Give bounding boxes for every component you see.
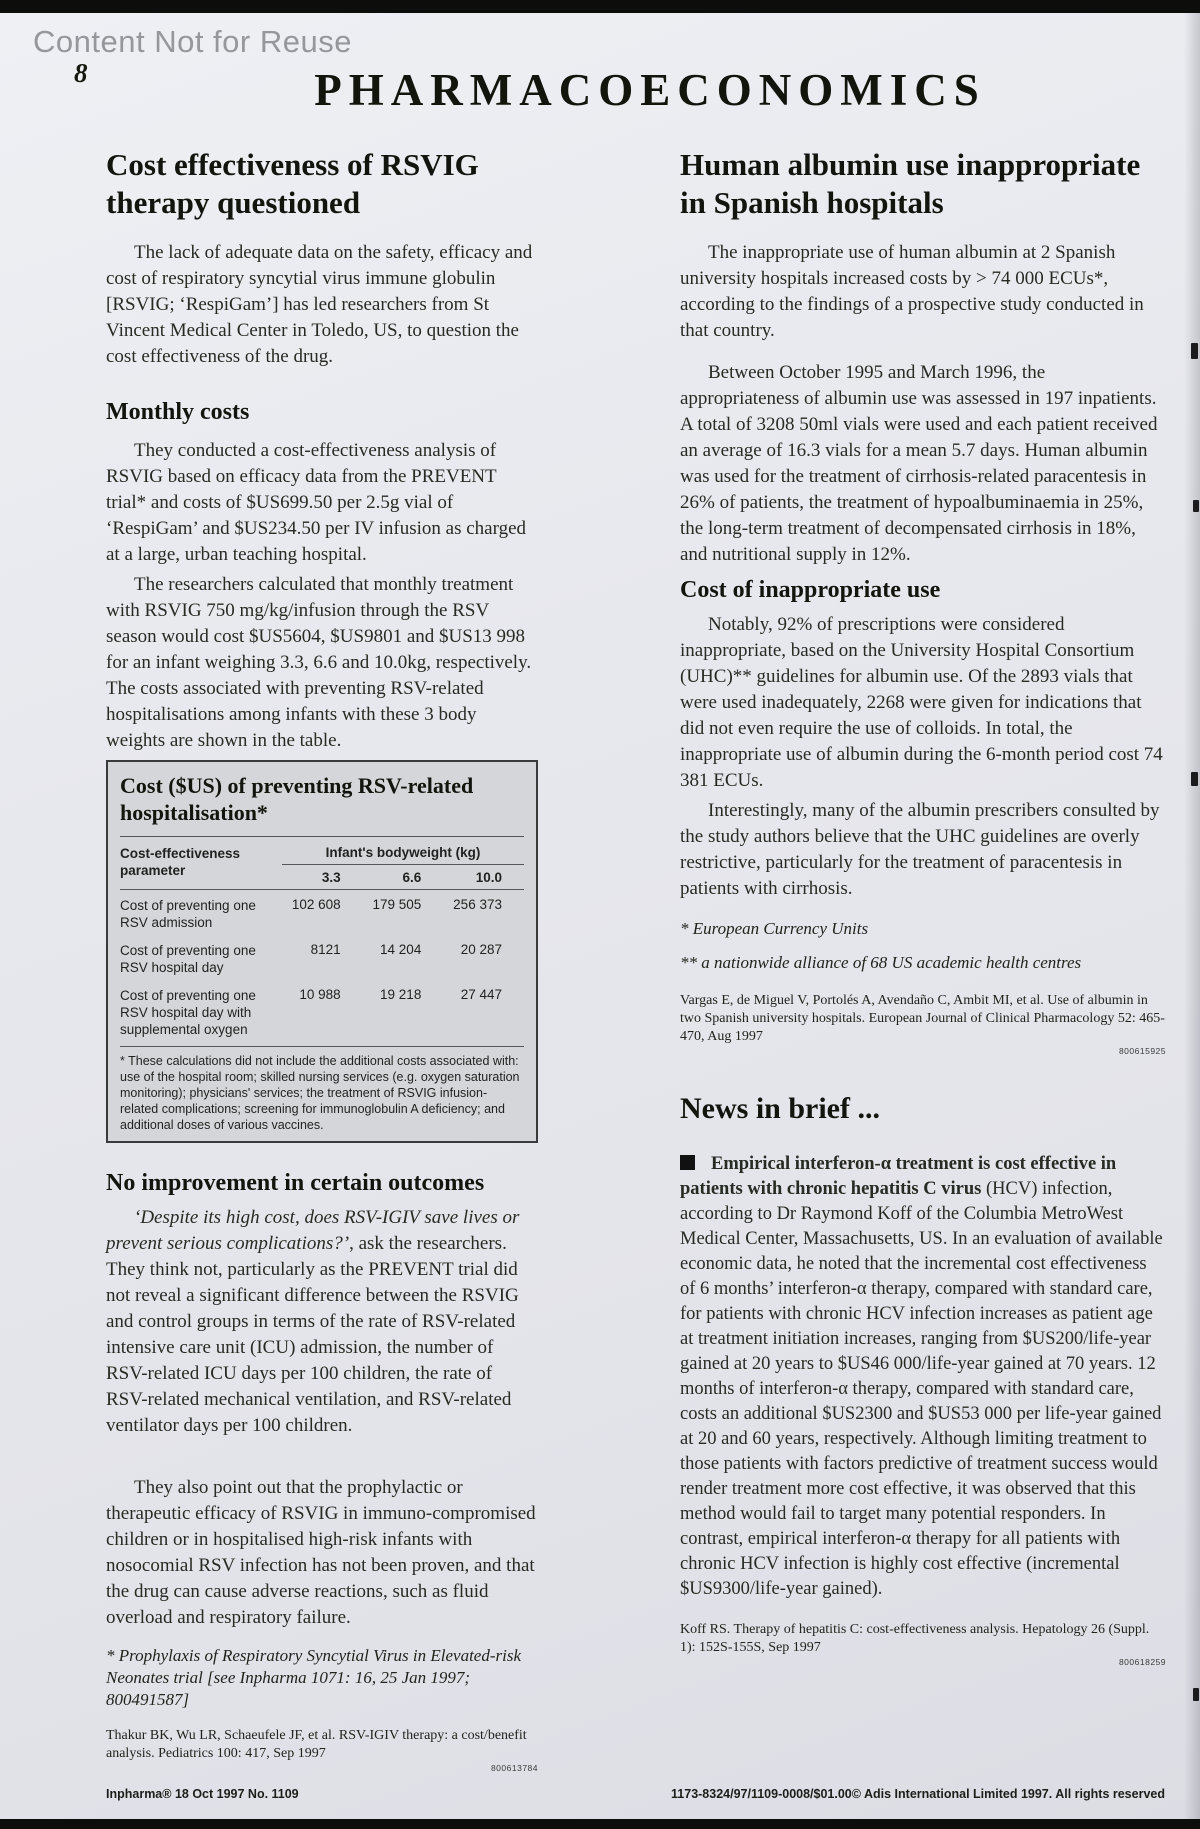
scan-top-bar xyxy=(0,0,1200,13)
reference-koff xyxy=(680,1621,1166,1667)
cell-value: 256 373 xyxy=(453,897,502,912)
cell-value: 179 505 xyxy=(372,897,422,912)
section-heading-no-improvement: No improvement in certain outcomes xyxy=(106,1170,485,1196)
cost-table xyxy=(106,760,538,1143)
footnote-uhc: ** a nationwide alliance of 68 US academic health centres xyxy=(680,953,1082,972)
section-heading-inappropriate-use: Cost of inappropriate use xyxy=(680,577,941,603)
cell-value: 20 287 xyxy=(460,942,502,957)
row-label: Cost of preventing one RSV hospital day with supplemental oxygen xyxy=(120,988,256,1037)
footnote-ecu: * European Currency Units xyxy=(680,919,869,938)
article-title-right-line2: in Spanish hospitals xyxy=(680,185,944,220)
reference-text: Koff RS. Therapy of hepatitis C: cost-effectiveness analysis. Hepatology 26 (Suppl. 1): 152S-155S, Sep 1997 xyxy=(680,1621,1150,1655)
footer-issue-info: Inpharma® 18 Oct 1997 No. 1109 xyxy=(106,1787,299,1801)
news-item-bold-lead: Empirical interferon-α treatment is cost effective in patients with chronic hepatitis C virus xyxy=(680,1154,1117,1199)
cell-value: 10 988 xyxy=(299,987,341,1002)
reference-text: Thakur BK, Wu LR, Schaeufele JF, et al. RSV-IGIV therapy: a cost/benefit analysis. Pediatrics 100: 417, Sep 1997 xyxy=(106,1728,527,1761)
right-column xyxy=(680,146,1166,1667)
col-header-10-0: 10.0 xyxy=(475,870,502,885)
cell-value: 14 204 xyxy=(380,942,422,957)
paragraph-they-also: They also point out that the prophylactic or therapeutic efficacy of RSVIG in immuno-compromised children or in hospitalised high-risk infants with nosocomial RSV infection has not been proven, and that the drug can cause adverse reactions, such as fluid overload and respiratory failure. xyxy=(106,1477,536,1628)
row-label: Cost of preventing one RSV admission xyxy=(120,898,256,930)
reference-vargas xyxy=(680,992,1166,1056)
table-row xyxy=(120,935,524,980)
scan-bottom-bar xyxy=(0,1819,1200,1829)
paragraph-monthly-costs-1: They conducted a cost-effectiveness analysis of RSVIG based on efficacy data from the PREVENT trial* and costs of $US699.50 per 2.5g vial of ‘RespiGam’ and $US234.50 per IV infusion as charged at a large, urban teaching hospital. xyxy=(106,440,527,565)
paragraph-quote xyxy=(106,1205,538,1439)
scan-edge-shadow xyxy=(1184,13,1200,1819)
cost-table-col-group xyxy=(282,845,524,885)
article-title-left-line2: therapy questioned xyxy=(106,185,361,220)
paragraph-albumin-1: The inappropriate use of human albumin at 2 Spanish university hospitals increased costs by > 74 000 ECUs*, according to the findings of a prospective study conducted in that country. xyxy=(680,242,1144,341)
cell-value: 27 447 xyxy=(460,987,502,1002)
article-title-left xyxy=(106,146,538,222)
article-title-left-line1: Cost effectiveness of RSVIG xyxy=(106,147,479,182)
watermark: Content Not for Reuse xyxy=(33,24,352,59)
cost-table-group-label: Infant's bodyweight (kg) xyxy=(282,845,524,865)
quote-text: ‘Despite its high cost, does RSV-IGIV save lives or prevent serious complications?’ xyxy=(106,1207,520,1254)
news-in-brief-title: News in brief ... xyxy=(680,1092,880,1125)
paragraph-albumin-4: Interestingly, many of the albumin prescribers consulted by the study authors believe that the UHC guidelines are overly restrictive, particularly for the treatment of paracentesis in patients with cirrhosis. xyxy=(680,800,1160,899)
paragraph-monthly-costs-2: The researchers calculated that monthly treatment with RSVIG 750 mg/kg/infusion through the RSV season would cost $US5604, $US9801 and $US13 998 for an infant weighing 3.3, 6.6 and 10.0kg, respectively. The costs associated with preventing RSV-related hospitalisations among infants with these 3 body weights are shown in the table. xyxy=(106,574,532,751)
cell-value: 102 608 xyxy=(291,897,341,912)
left-column xyxy=(106,146,538,1773)
row-label: Cost of preventing one RSV hospital day xyxy=(120,943,256,975)
paragraph-albumin-3: Notably, 92% of prescriptions were considered inappropriate, based on the University Hospital Consortium (UHC)** guidelines for albumin use. Of the 2893 vials that were used inadequately, 2268 were given for indications that did not even require the use of colloids. In total, the inappropriate use of albumin during the 6-month period cost 74 381 ECUs. xyxy=(680,614,1163,791)
reference-id: 800613784 xyxy=(490,1763,538,1773)
paragraph-albumin-2: Between October 1995 and March 1996, the appropriateness of albumin use was assessed in 197 inpatients. A total of 3208 50ml vials were used and each patient received an average of 16.3 vials for a mean 5.7 days. Human albumin was used for the treatment of cirrhosis-related paracentesis in 26% of patients, the treatment of hypoalbuminaemia in 25%, the long-term treatment of decompensated cirrhosis in 18%, and nutritional supply in 12%. xyxy=(680,362,1158,565)
cost-table-row-header: Cost-effectiveness parameter xyxy=(120,846,241,878)
journal-section-title: PHARMACOECONOMICS xyxy=(314,65,986,115)
cost-table-columns xyxy=(282,865,524,885)
news-item-body: (HCV) infection, according to Dr Raymond Koff of the Columbia MetroWest Medical Center, Massachusetts, US. In an evaluation of available economic data, he noted that the incremental cost effectiveness of 6 months’ interferon-α therapy, compared with standard care, for patients with chronic HCV infection increases as patient age at treatment initiation increases, ranging from $US200/life-year gained at 20 years to $US46 000/life-year gained at 70 years. 12 months of interferon-α therapy, compared with standard care, costs an additional $US2300 and $US53 000 per life-year gained at 20 and 60 years, respectively. Although limiting treatment to those patients with factors predictive of treatment success would render treatment more cost effective, it was observed that this method would fail to target many potential responders. In contrast, empirical interferon-α therapy for all patients with chronic HCV infection is highly cost effective (incremental $US9300/life-year gained). xyxy=(680,1179,1163,1599)
news-item xyxy=(680,1152,1166,1602)
scan-artifact xyxy=(1191,343,1198,359)
col-header-3-3: 3.3 xyxy=(321,870,341,885)
col-header-6-6: 6.6 xyxy=(402,870,422,885)
quote-continuation: , ask the researchers. They think not, particularly as the PREVENT trial did not reveal a significant difference between the RSVIG and control groups in terms of the rate of RSV-related intensive care unit (ICU) admission, the number of RSV-related ICU days per 100 children, the rate of RSV-related mechanical ventilation, and RSV-related ventilator days per 100 children. xyxy=(106,1233,519,1436)
reference-id: 800615925 xyxy=(1118,1046,1166,1056)
paragraph-intro: The lack of adequate data on the safety, efficacy and cost of respiratory syncytial virus immune globulin [RSVIG; ‘RespiGam’] has led researchers from St Vincent Medical Center in Toledo, US, to question the cost effectiveness of the drug. xyxy=(106,242,533,367)
scan-artifact xyxy=(1193,1688,1199,1701)
cost-table-footnote: * These calculations did not include the additional costs associated with: use of the hospital room; skilled nursing services (e.g. oxygen saturation monitoring); physicians' services; the treatment of RSVIG infusion-related complications; screening for immunoglobulin A deficiency; and additional doses of various vaccines. xyxy=(120,1046,524,1133)
article-title-right xyxy=(680,146,1166,222)
cost-table-title: Cost ($US) of preventing RSV-related hospitalisation* xyxy=(120,772,524,837)
table-row xyxy=(120,890,524,935)
table-row xyxy=(120,980,524,1042)
cell-value: 19 218 xyxy=(380,987,422,1002)
footer-copyright: 1173-8324/97/1109-0008/$01.00© Adis International Limited 1997. All rights reserved xyxy=(671,1787,1165,1801)
scan-artifact xyxy=(1191,772,1198,786)
trial-footnote: * Prophylaxis of Respiratory Syncytial Virus in Elevated-risk Neonates trial [see Inpharma 1071: 16, 25 Jan 1997; 800491587] xyxy=(106,1646,521,1709)
scan-artifact xyxy=(1193,500,1199,512)
cost-table-header xyxy=(120,837,524,890)
cell-value: 8121 xyxy=(310,942,341,957)
reference-id: 800618259 xyxy=(1118,1656,1166,1667)
section-heading-monthly-costs: Monthly costs xyxy=(106,399,250,425)
reference-thakur xyxy=(106,1727,538,1773)
page-number: 8 xyxy=(74,58,88,88)
news-item-bullet-icon xyxy=(680,1155,695,1170)
article-title-right-line1: Human albumin use inappropriate xyxy=(680,147,1141,182)
reference-text: Vargas E, de Miguel V, Portolés A, Avendaño C, Ambit MI, et al. Use of albumin in two Spanish university hospitals. European Journal of Clinical Pharmacology 52: 465-470, Aug 1997 xyxy=(680,993,1165,1044)
